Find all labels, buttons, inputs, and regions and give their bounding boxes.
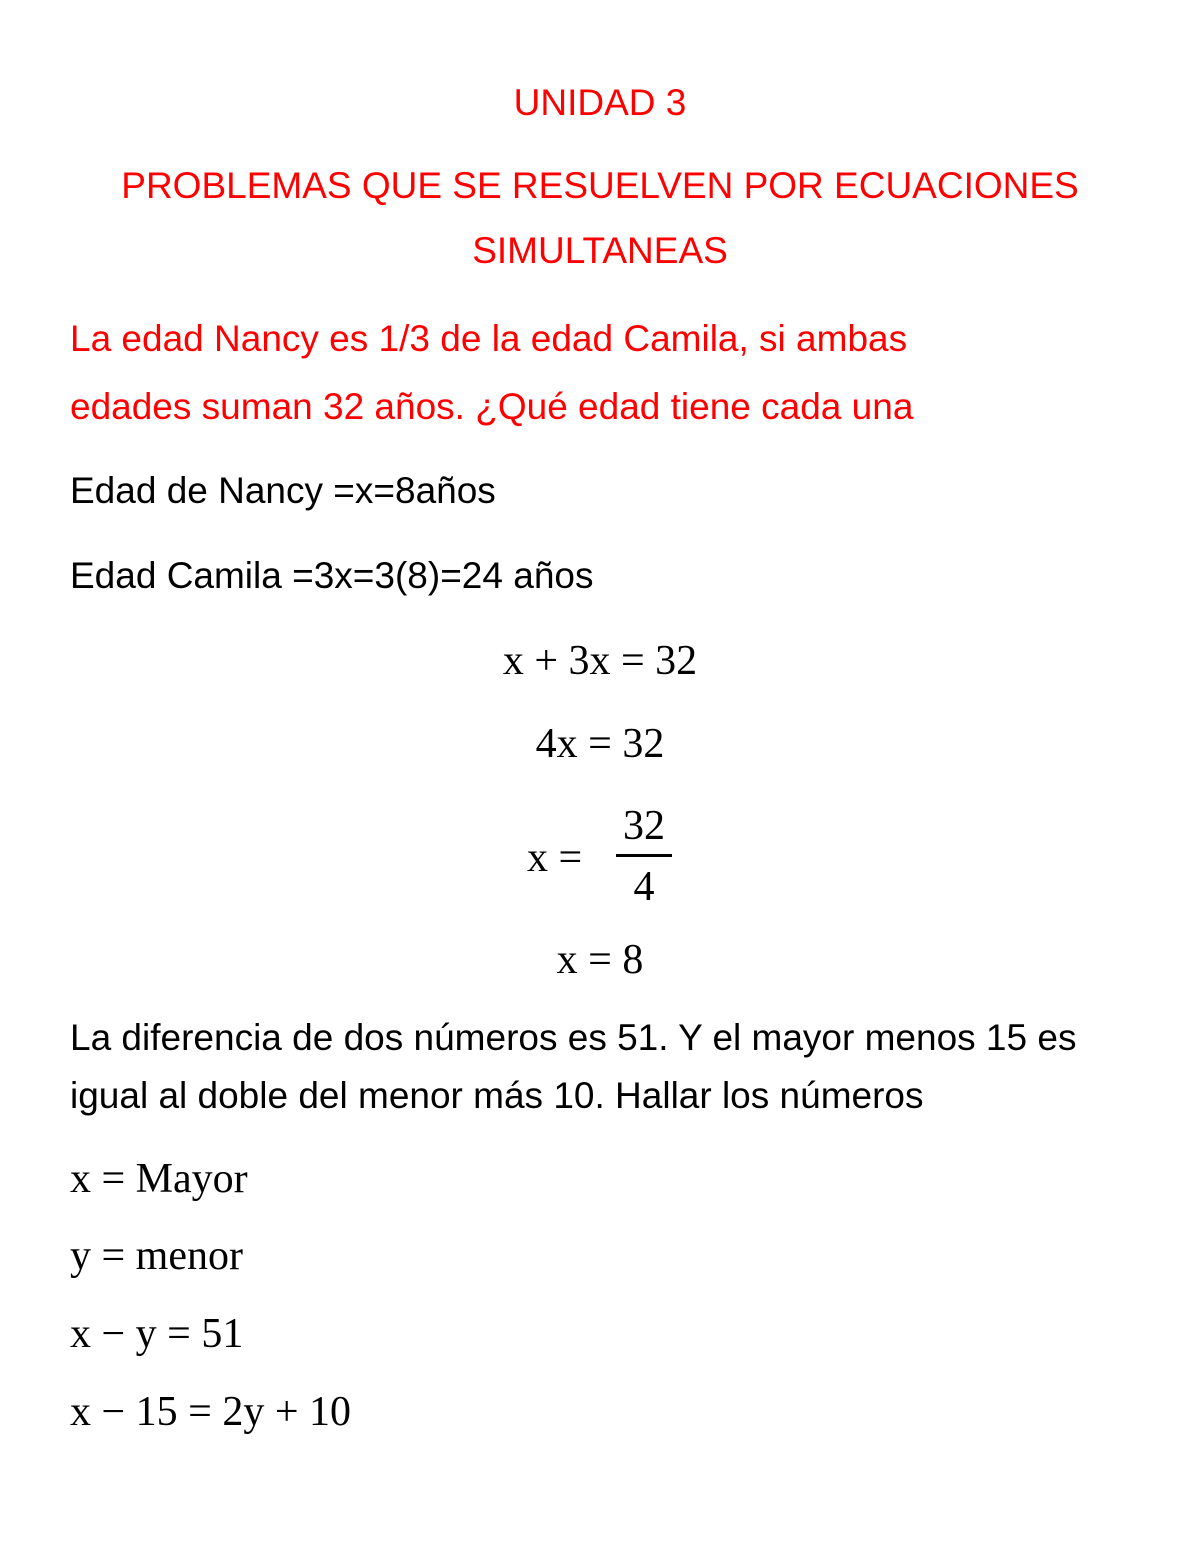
fraction-numerator: 32 bbox=[623, 803, 665, 849]
problem2-statement-line2: igual al doble del menor más 10. Hallar los números bbox=[70, 1075, 924, 1116]
problem1-statement-line2: edades suman 32 años. ¿Qué edad tiene cada una bbox=[70, 386, 914, 427]
fraction bbox=[616, 800, 672, 913]
fraction-lhs: x = bbox=[527, 835, 583, 881]
title-line-1: PROBLEMAS QUE SE RESUELVEN POR ECUACIONES bbox=[121, 165, 1079, 206]
equation-sum: x + 3x = 32 bbox=[502, 638, 698, 684]
title-line-2: SIMULTANEAS bbox=[472, 230, 728, 271]
fraction-denominator: 4 bbox=[633, 864, 655, 910]
answer-nancy: Edad de Nancy =x=8años bbox=[70, 470, 496, 511]
equation-relation: x − 15 = 2y + 10 bbox=[70, 1389, 352, 1435]
answer-camila: Edad Camila =3x=3(8)=24 años bbox=[70, 555, 594, 596]
definition-y: y = menor bbox=[70, 1233, 243, 1279]
equation-fraction bbox=[0, 800, 1200, 910]
equation-difference: x − y = 51 bbox=[70, 1311, 244, 1357]
unit-heading: UNIDAD 3 bbox=[513, 82, 687, 123]
definition-x: x = Mayor bbox=[70, 1156, 248, 1202]
problem1-statement-line1: La edad Nancy es 1/3 de la edad Camila, si ambas bbox=[70, 318, 908, 359]
equation-4x: 4x = 32 bbox=[535, 721, 665, 767]
problem2-statement-line1: La diferencia de dos números es 51. Y el mayor menos 15 es bbox=[70, 1017, 1077, 1058]
equation-result: x = 8 bbox=[556, 937, 644, 983]
fraction-bar bbox=[616, 854, 672, 857]
